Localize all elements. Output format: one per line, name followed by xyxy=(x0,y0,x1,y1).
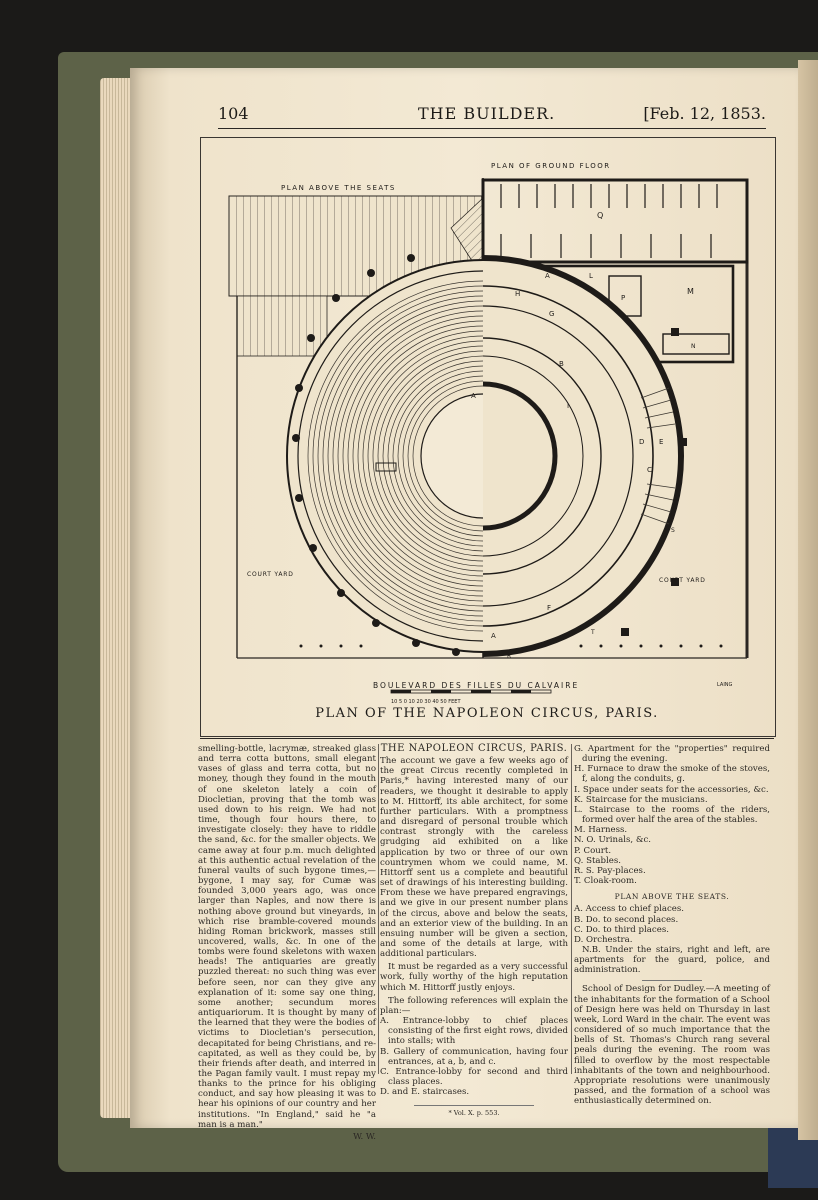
label-engraver: LAING xyxy=(717,682,733,688)
text-column-3 xyxy=(574,744,770,1106)
plan-letter-m: M xyxy=(687,287,694,296)
engraving-plate xyxy=(200,137,776,737)
reference-item: A. Access to chief places. xyxy=(574,904,685,915)
text-column-2 xyxy=(380,744,568,1118)
plan-letter-h: H xyxy=(515,290,521,298)
reference-item: T. Cloak-room. xyxy=(574,876,637,887)
plan-letter-p: P xyxy=(621,294,626,302)
reference-item: C. Entrance-lobby for second and third class places. xyxy=(380,1066,568,1087)
reference-item: L. Staircase to the rooms of the riders, formed over half the area of the stables. xyxy=(574,804,770,826)
plan-letter-c: C xyxy=(647,466,652,474)
paragraph-references-intro: The following references will explain the plan:— xyxy=(380,995,568,1016)
plan-letter-q: Q xyxy=(597,211,604,220)
plan-letter-r: R xyxy=(507,653,512,660)
plan-letter-s: S xyxy=(671,527,675,534)
plan-letter-a-seats: A xyxy=(471,392,476,400)
plan-letter-i: I xyxy=(567,402,570,410)
reference-item: M. Harness. xyxy=(574,825,628,836)
reference-item: R. S. Pay-places. xyxy=(574,865,646,876)
plan-letter-a-top: A xyxy=(545,272,550,280)
reference-item: B. Gallery of communication, having four entrances, at a, b, and c. xyxy=(380,1046,568,1067)
reference-item: P. Court. xyxy=(574,845,612,856)
text-column-1 xyxy=(198,744,376,1142)
paragraph-cumae-tombs: smelling-bottle, lacrymæ, streaked glass and terra cotta buttons, small elegant vases of glass and terra cotta, but no money, though they found in the mouth of one skeleton lately a coin of Diocletian, proving that the tomb was used down to his reign. We had not time, though four hours there, to investigate closely: they have to riddle the sand, &c. for the smaller objects. We came away at four p.m. much delighted at this authentic actual revelation of the funeral vaults of such bygone times,—bygone, I may say, for Cumæ was founded 3,000 years ago, was once larger than Naples, and now there is nothing above ground but vineyards, in which rise bramble-covered mounds hiding Roman brickwork, masses still uncovered, walls, &c. In one of the tombs were found skeletons with waxen heads! The antiquaries are greatly puzzled thereat: no such thing was ever before seen, nor can they give any explanation of it: some say one thing, some another; secundum mores antiquariorum. It is thought by many of the learned that they were the bodies of victims to Diocletian's persecution, decapitated for being Christians, and re-capitated, as well as they could be, by their friends after death, and interred in the Pagan family vault. I must repay my thanks to the prince for his obliging conduct, and say how pleasing it was to hear his opinions of our country and her institutions. "In England," said he "a man is a man." xyxy=(198,744,376,1130)
article-heading: THE NAPOLEON CIRCUS, PARIS. xyxy=(380,743,568,754)
reference-item: H. Furnace to draw the smoke of the stoves, f, along the conduits, g. xyxy=(574,764,770,785)
plate-caption: PLAN OF THE NAPOLEON CIRCUS, PARIS. xyxy=(315,706,659,721)
reference-item: C. Do. to third places. xyxy=(574,924,669,935)
paragraph-circus-intro: The account we gave a few weeks ago of the great Circus recently completed in Paris,* having interested many of our readers, we thought it desirable to apply to M. Hittorff, its able architect, for some further particulars. With a promptness and disregard of personal trouble which contrast strongly with the careless grudging aid exhibited on a like application by two or three of our own countrymen whom we could name, M. Hittorff sent us a complete and beautiful set of drawings of his interesting building. From these we have prepared engravings, and we give in our present number plans of the circus, above and below the seats, and an exterior view of the building. In an ensuing number will be given a section, and some of the details at large, with additional particulars. xyxy=(380,756,568,960)
label-court-yard-left: COURT YARD xyxy=(247,571,294,578)
label-boulevard: BOULEVARD DES FILLES DU CALVAIRE xyxy=(373,681,580,690)
short-rule xyxy=(642,980,702,981)
reference-item: N. O. Urinals, &c. xyxy=(574,835,652,846)
issue-date: [Feb. 12, 1853. xyxy=(643,104,766,123)
running-header xyxy=(218,104,766,126)
page-number: 104 xyxy=(218,104,249,123)
reference-item: D. Orchestra. xyxy=(574,934,633,945)
plan-letter-d: D xyxy=(639,438,645,446)
reference-item: D. and E. staircases. xyxy=(380,1087,470,1098)
column-rule-1 xyxy=(378,744,379,1074)
plan-letter-g: G xyxy=(549,310,555,318)
footnote: * Vol. X. p. 553. xyxy=(414,1105,534,1118)
facing-page-edge xyxy=(798,60,818,1140)
paragraph-school-of-design: School of Design for Dudley.—A meeting of the inhabitants for the formation of a School of Design here was held on Thursday in last week, Lord Ward in the chair. The event was considered of so much importance that the bells of St. Thomas's Church rang several peals during the evening. The room was filled to overflow by the most respectable inhabitants of the town and neighbourhood. Appropriate resolutions were unanimously passed, and the formation of a school was enthusiastically determined on. xyxy=(574,984,770,1107)
reference-item: G. Apartment for the "properties" required during the evening. xyxy=(574,744,770,765)
label-court-yard-right: COURT YARD xyxy=(659,577,706,584)
subheading-plan-above-seats: PLAN ABOVE THE SEATS. xyxy=(614,892,730,902)
plan-letter-a-bottom: A xyxy=(491,632,496,640)
reference-item: B. Do. to second places. xyxy=(574,914,679,925)
plate-bottom-rule xyxy=(200,738,774,739)
circus-plan-illustration xyxy=(201,138,775,736)
signature: W. W. xyxy=(353,1131,376,1142)
label-scale: 10 5 0 10 20 30 40 50 FEET xyxy=(391,699,461,705)
plan-letter-t: T xyxy=(591,629,595,636)
header-rule xyxy=(218,128,766,129)
paragraph-circus-success: It must be regarded as a very successful work, fully worthy of the high reputation which M. Hittorff justly enjoys. xyxy=(380,962,568,993)
reference-item: K. Staircase for the musicians. xyxy=(574,794,708,805)
label-plan-ground-floor: PLAN OF GROUND FLOOR xyxy=(491,162,611,170)
reference-item: I. Space under seats for the accessories, &c. xyxy=(574,784,769,795)
nb-note: N.B. Under the stairs, right and left, are apartments for the guard, police, and administration. xyxy=(574,944,770,976)
label-plan-above-seats: PLAN ABOVE THE SEATS xyxy=(281,184,396,192)
plan-letter-b: B xyxy=(559,360,564,368)
reference-item: A. Entrance-lobby to chief places consisting of the first eight rows, divided into stalls; with xyxy=(380,1016,568,1047)
plan-letter-e: E xyxy=(659,438,664,446)
reference-item: Q. Stables. xyxy=(574,855,622,866)
plan-letter-l: L xyxy=(589,272,593,280)
journal-title: THE BUILDER. xyxy=(418,104,556,123)
plan-letter-f: F xyxy=(547,604,552,612)
column-rule-2 xyxy=(571,744,572,1074)
plan-letter-n: N xyxy=(691,343,696,350)
